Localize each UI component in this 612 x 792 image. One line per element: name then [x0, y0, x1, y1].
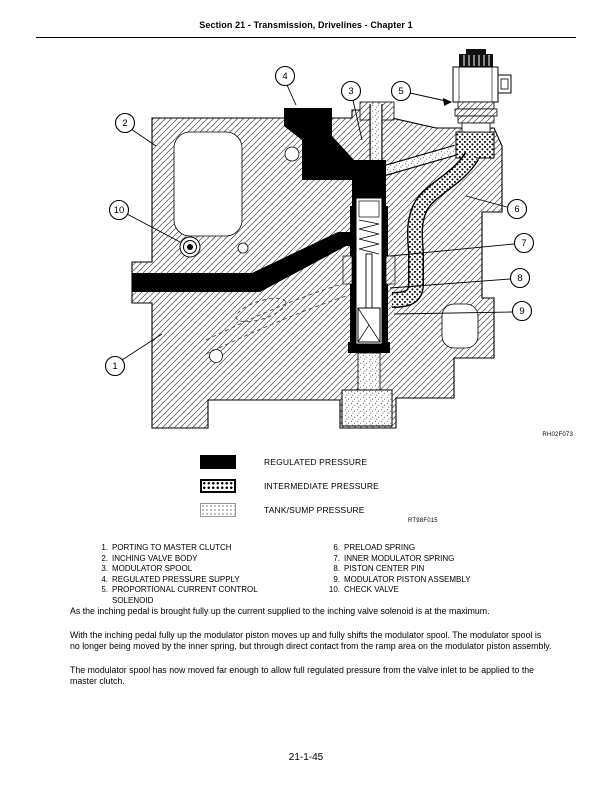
part-number: 4. — [101, 574, 108, 584]
part-label: CHECK VALVE — [344, 585, 399, 594]
callout-9-number: 9 — [519, 306, 525, 318]
page-header-title: Section 21 - Transmission, Drivelines - Chapter 1 — [36, 20, 576, 38]
part-number: 10. — [328, 585, 340, 594]
part-item — [302, 554, 552, 565]
part-number: 8. — [333, 564, 340, 573]
regulated-pressure-swatch — [200, 455, 236, 469]
modulator-spool — [359, 201, 379, 217]
check-valve — [180, 237, 200, 257]
tank-sump-pressure-swatch — [200, 503, 236, 517]
callout-10 — [110, 201, 129, 220]
figure-container — [56, 48, 556, 448]
part-item — [302, 575, 552, 586]
page-number: 21-1-45 — [288, 752, 324, 763]
bore-hole — [285, 147, 299, 161]
part-item — [70, 543, 300, 554]
part-label: PRELOAD SPRING — [344, 543, 416, 552]
part-label: MODULATOR SPOOL — [112, 564, 193, 573]
part-label: PROPORTIONAL CURRENT CONTROL SOLENOID — [112, 585, 258, 605]
callout-10-number: 10 — [113, 205, 125, 217]
paragraph-1: As the inching pedal is brought fully up the current supplied to the inching valve solenoid is at the maximum. — [70, 606, 490, 616]
part-number: 3. — [101, 564, 108, 573]
callout-1-number: 1 — [112, 361, 118, 373]
callout-2 — [116, 114, 135, 133]
machined-pocket — [442, 304, 478, 348]
legend-item-tank-sump — [200, 502, 379, 517]
callout-3 — [342, 82, 361, 101]
callout-3-number: 3 — [348, 86, 354, 98]
part-number: 7. — [333, 553, 340, 563]
callout-9 — [513, 302, 532, 321]
part-number: 1. — [101, 543, 108, 552]
callout-1 — [106, 357, 125, 376]
valve-cross-section-diagram — [56, 48, 556, 448]
legend-label: REGULATED PRESSURE — [264, 456, 368, 467]
part-item — [70, 585, 300, 606]
arrowhead — [443, 98, 452, 106]
paragraph-3: The modulator spool has now moved far enough to allow full regulated pressure from the valve inlet to be applied to the master clutch. — [70, 665, 535, 686]
part-number: 9. — [333, 574, 340, 584]
paragraph-2: With the inching pedal fully up the modulator piston moves up and fully shifts the modulator spool. The modulator spool is no longer being moved by the inner spring, but through direct contact from the ramp area on the modulator piston assembly. — [70, 630, 552, 651]
part-item — [70, 554, 300, 565]
callout-6-number: 6 — [514, 204, 520, 216]
part-item — [302, 543, 552, 554]
part-number: 6. — [333, 543, 340, 552]
callout-7 — [515, 234, 534, 253]
parts-list-right-column — [302, 543, 552, 596]
part-item — [70, 575, 300, 586]
figure-photo-ref: RH02F073 — [542, 432, 573, 438]
callout-4-number: 4 — [282, 71, 288, 83]
bore-hole — [210, 350, 223, 363]
part-label: MODULATOR PISTON ASSEMBLY — [344, 574, 471, 584]
legend-label: INTERMEDIATE PRESSURE — [264, 480, 379, 491]
part-label: INCHING VALVE BODY — [112, 553, 198, 563]
machined-pocket — [174, 132, 242, 236]
part-label: PORTING TO MASTER CLUTCH — [112, 543, 232, 552]
part-label: PISTON CENTER PIN — [344, 564, 425, 573]
intermediate-pressure-swatch — [200, 479, 236, 493]
solenoid — [453, 49, 511, 132]
callout-5-number: 5 — [398, 86, 404, 98]
bore-hole — [238, 243, 248, 253]
callout-5 — [392, 82, 411, 101]
parts-list-left-column — [70, 543, 300, 606]
piston-center-pin — [366, 254, 372, 308]
part-label: REGULATED PRESSURE SUPPLY — [112, 574, 240, 584]
part-item — [302, 585, 552, 596]
callout-8-number: 8 — [517, 273, 523, 285]
callout-7-number: 7 — [521, 238, 527, 250]
legend-item-intermediate — [200, 478, 379, 493]
body-text — [70, 606, 552, 700]
pressure-legend — [200, 454, 379, 526]
part-number: 5. — [101, 585, 108, 594]
part-label: INNER MODULATOR SPRING — [344, 553, 455, 563]
callout-6 — [508, 200, 527, 219]
legend-label: TANK/SUMP PRESSURE — [264, 504, 365, 515]
callout-8 — [511, 269, 530, 288]
legend-photo-ref: RT98F015 — [408, 518, 438, 524]
callout-2-number: 2 — [122, 118, 128, 130]
part-item — [302, 564, 552, 575]
legend-item-regulated — [200, 454, 379, 469]
part-item — [70, 564, 300, 575]
part-number: 2. — [101, 553, 108, 563]
callout-4 — [276, 67, 295, 86]
